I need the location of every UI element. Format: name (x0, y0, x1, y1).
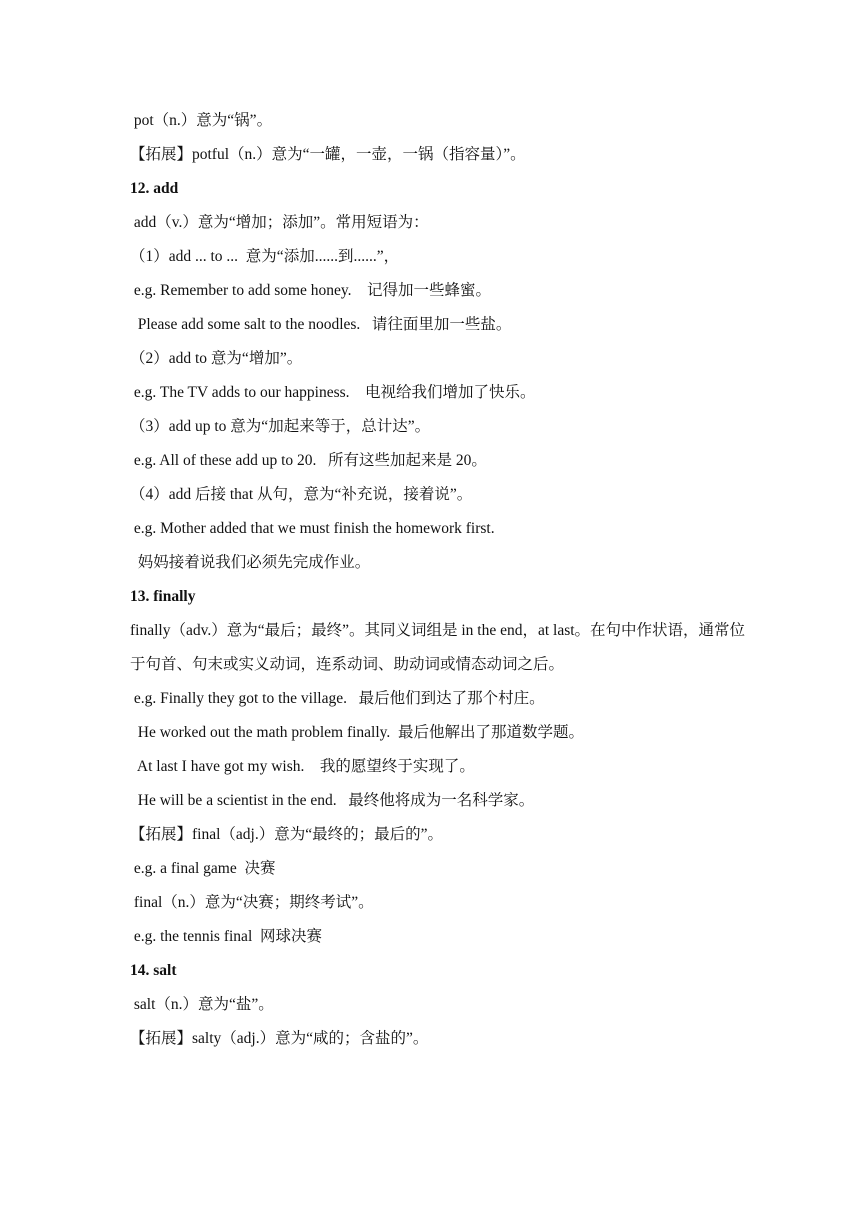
example-line: e.g. the tennis final 网球决赛 (130, 928, 322, 945)
text-line: 【拓展】potful（n.）意为“一罐，一壶，一锅（指容量）”。 (130, 146, 526, 163)
example-line: He will be a scientist in the end. 最终他将成为一名科学家。 (130, 792, 535, 809)
example-line: e.g. Finally they got to the village. 最后他们到达了那个村庄。 (130, 690, 545, 707)
example-line: 妈妈接着说我们必须先完成作业。 (130, 554, 371, 571)
text-line: salt（n.）意为“盐”。 (130, 996, 274, 1013)
section-heading: 13. finally (130, 588, 196, 605)
text-line: （1）add ... to ... 意为“添加......到......”， (130, 248, 400, 265)
text-line: 【拓展】final（adj.）意为“最终的；最后的”。 (130, 826, 443, 843)
text-line: add（v.）意为“增加；添加”。常用短语为： (130, 214, 429, 231)
example-line: e.g. a final game 决赛 (130, 860, 276, 877)
example-line: e.g. The TV adds to our happiness. 电视给我们增加了快乐。 (130, 384, 536, 401)
example-line: e.g. Mother added that we must finish the homework first. (130, 520, 495, 537)
text-line: 【拓展】salty（adj.）意为“咸的；含盐的”。 (130, 1030, 429, 1047)
section-heading: 14. salt (130, 962, 177, 979)
paragraph: finally（adv.）意为“最后；最终”。其同义词组是 in the end，at last。在句中作状语，通常位于句首、句末或实义动词，连系动词、助动词或情态动词之后。 (130, 622, 746, 673)
text-line: （4）add 后接 that 从句，意为“补充说，接着说”。 (130, 486, 473, 503)
text-line: （3）add up to 意为“加起来等于，总计达”。 (130, 418, 431, 435)
document-page (130, 104, 750, 1056)
text-line: （2）add to 意为“增加”。 (130, 350, 303, 367)
section-heading: 12. add (130, 180, 179, 197)
text-line: pot（n.）意为“锅”。 (130, 112, 273, 129)
example-line: At last I have got my wish. 我的愿望终于实现了。 (130, 758, 475, 775)
text-line: final（n.）意为“决赛；期终考试”。 (130, 894, 374, 911)
example-line: He worked out the math problem finally. 最后他解出了那道数学题。 (130, 724, 585, 741)
example-line: e.g. All of these add up to 20. 所有这些加起来是 20。 (130, 452, 487, 469)
example-line: Please add some salt to the noodles. 请往面里加一些盐。 (130, 316, 512, 333)
example-line: e.g. Remember to add some honey. 记得加一些蜂蜜。 (130, 282, 492, 299)
